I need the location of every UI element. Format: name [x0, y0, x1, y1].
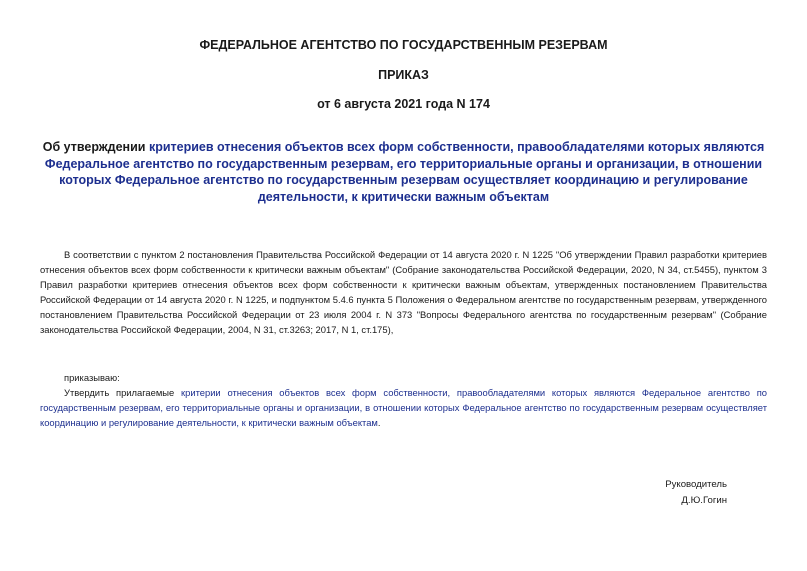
- title-link[interactable]: критериев отнесения объектов всех форм собственности, правообладателями которых являются Федеральное агентство по государственным резервам, его территориальные органы и организации, в отношении которых Федеральное агентство по государственным резервам осуществляет координацию и регулирование деятельности, к критически важным объектам: [44, 140, 765, 204]
- approve-paragraph: [40, 385, 767, 430]
- document-date-number: от 6 августа 2021 года N 174: [317, 97, 490, 111]
- agency-heading: ФЕДЕРАЛЬНОЕ АГЕНТСТВО ПО ГОСУДАРСТВЕННЫМ РЕЗЕРВАМ: [199, 38, 608, 52]
- approve-suffix: .: [377, 417, 381, 429]
- criteria-link[interactable]: критерии отнесения объектов всех форм собственности, правообладателями которых являются Федеральное агентство по государственным резервам, его территориальные органы и организации, в отношении которых Федеральное агентство по государственным резервам осуществляет координацию и регулирование деятельности, к критически важным объектам: [40, 387, 768, 429]
- approve-prefix: Утвердить прилагаемые: [64, 387, 182, 398]
- order-word: приказываю:: [64, 372, 120, 383]
- document-type: ПРИКАЗ: [378, 68, 429, 82]
- signature-position: Руководитель: [665, 479, 727, 490]
- signature-name: Д.Ю.Гогин: [681, 494, 727, 506]
- title-prefix: Об утверждении: [42, 140, 149, 154]
- signature-block: [665, 477, 727, 508]
- document-title: [40, 139, 767, 205]
- preamble-paragraph: В соответствии с пунктом 2 постановления Правительства Российской Федерации от 14 августа 2020 г. N 1225 "Об утверждении Правил разработки критериев отнесения объектов всех форм собственности к критически важным объектам" (Собрание законодательства Российской Федерации, 2020, N 34, ст.5455), пунктом 3 Правил разработки критериев отнесения объектов всех форм собственности к критически важным объектам, утвержденных постановлением Правительства Российской Федерации от 14 августа 2020 г. N 1225, и подпунктом 5.4.6 пункта 5 Положения о Федеральном агентстве по государственным резервам, утвержденного постановлением Правительства Российской Федерации от 23 июля 2004 г. N 373 "Вопросы Федерального агентства по государственным резервам" (Собрание законодательства Российской Федерации, 2004, N 31, ст.3263; 2017, N 1, ст.175),: [40, 249, 767, 336]
